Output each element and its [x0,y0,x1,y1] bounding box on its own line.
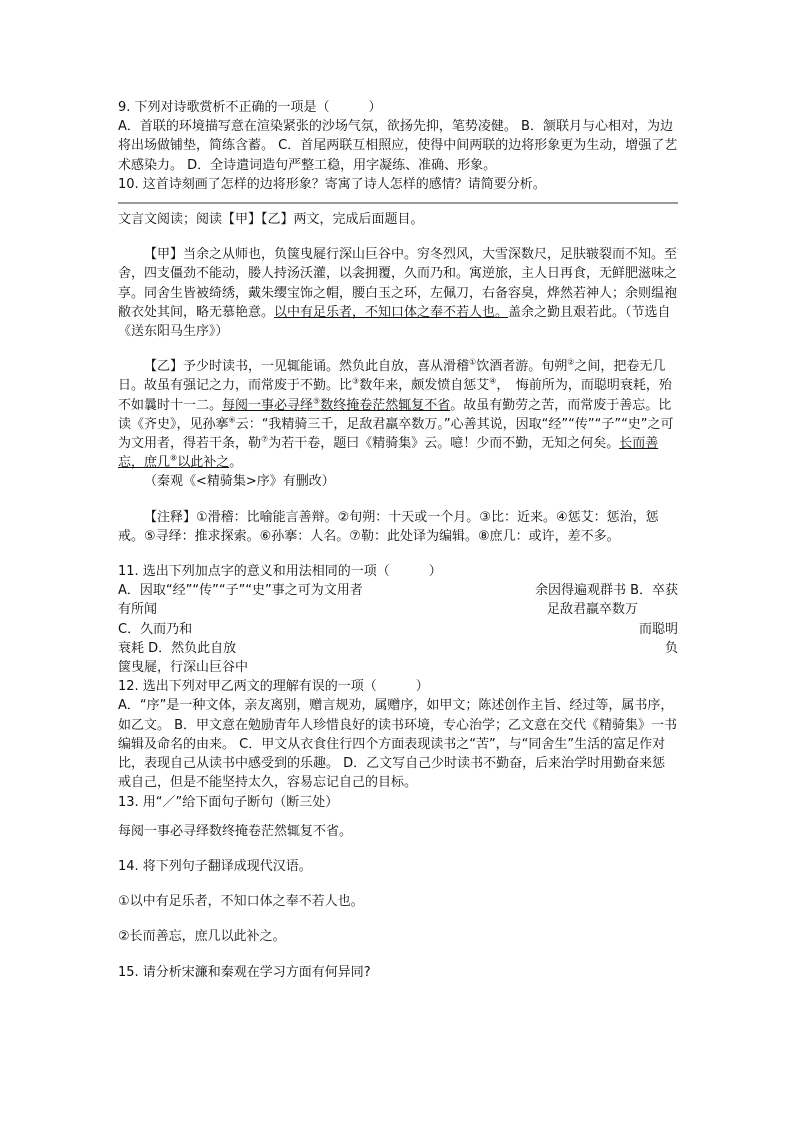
question-11-row-b [118,600,678,619]
passage-jia-underlined: 以中有足乐者，不知口体之奉不若人也。 [274,304,509,320]
classical-intro: 文言文阅读；阅读【甲】【乙】两文，完成后面题目。 [118,212,424,228]
passage-yi-text: ， 悔前所为，而聪明衰耗，殆不如曩时十一二。 [118,378,672,413]
footnote-ref: ③ [352,377,360,387]
question-13-sentence: 每阅一事必寻绎数终掩卷茫然辄复不省。 [118,823,353,839]
question-13-stem: 13. 用“／”给下面句子断句（断三处） [118,794,339,810]
passage-jia [118,245,678,341]
footnote-ref: ② [567,357,575,367]
question-12-stem: 12. 选出下列对甲乙两文的理解有误的一项（ ） [118,679,429,695]
passage-yi-text: 【乙】予少时读书，一见辄能诵。然负此自放，喜从滑稽 [144,359,470,375]
question-14-sentence-1: ①以中有足乐者，不知口体之奉不若人也。 [118,894,364,910]
passage-notes: 【注释】①滑稽：比喻能言善辩。②旬朔：十天或一个月。③比：近来。④惩艾：惩治，惩戒。⑤寻绎：推求探索。⑥孙搴：人名。⑦勒：此处译为编辑。⑧庶几：或许，差不多。 [118,509,659,544]
passage-yi [118,357,678,472]
question-11-option-a: A．因取“经”“传”“子”“史”事之可为文用者 [118,583,363,599]
passage-yi-underlined-1 [222,398,450,413]
passage-jia-source: 盖余之勤且艰若此。（节选自《送东阳马生序》） [118,304,671,340]
passage-yi-text: 数终掩卷茫然辄复不省 [320,397,451,413]
question-11-row-c [118,620,678,639]
passage-yi-source: （秦观《<精骑集>序》有删改） [144,474,335,490]
question-11-row-d-cont: 箧曳屣，行深山巨谷中 [118,660,249,676]
question-10: 10. 这首诗刻画了怎样的边将形象？寄寓了诗人怎样的感情？请简要分析。 [118,176,546,192]
passage-yi-text: 饮酒者游。旬朔 [476,359,568,375]
question-11-option-b-compare: 足敌君羸卒数万 [546,602,638,618]
exam-page [118,98,678,982]
passage-jia-text: 【甲】当余之从师也，负箧曳屣行深山巨谷中。穷冬烈风，大雪深数尺，足肤皲裂而不知。至舍，四支僵劲不能动，媵人持汤沃灌，以衾拥覆，久而乃和。寓逆旅，主人日再食，无鲜肥滋味之享。同舍生皆被绮绣，戴朱缨宝饰之帽，腰白玉之环，左佩刀，右备容臭，烨然若神人；余则缊袍敝衣处其间，略无慕艳意。 [118,247,678,320]
question-11-option-a-compare: 余因得遍观群书 B．卒获 [534,583,678,599]
question-9-options: A．首联的环境描写意在渲染紧张的沙场气氛，欲扬先抑，笔势凌健。 B．颔联月与心相对，为边将出场做铺垫，简练含蓄。 C．首尾两联互相照应，使得中间两联的边将形象更为生动，增强了艺术感染力。 D．全诗遣词造句严整工稳，用字凝练、准确、形象。 [118,119,678,173]
footnote-ref: ⑧ [170,453,178,463]
question-11-option-d-compare: 负 [664,640,678,656]
section-divider [118,202,678,204]
question-11-row-d [118,639,678,658]
passage-yi-text: 每阅一事必寻绎 [222,397,314,413]
question-12-options: A．“序”是一种文体，亲友离别，赠言规劝，属赠序，如甲文；陈述创作主旨、经过等，属书序，如乙文。 B．甲文意在勉励青年人珍惜良好的读书环境，专心治学；乙文意在交代《精骑集》一书编辑及命名的由来。 C．甲文从衣食住行四个方面表现读书之“苦”，与“同舍生”生活的富足作对比，表现自己从读书中感受到的乐趣。 D．乙文写自己少时读书不勤奋，后来治学时用勤奋来惩戒自己，但是不能坚持太久，容易忘记自己的目标。 [118,698,678,791]
passage-yi-text: 云：“我精骑三千，足敌君羸卒数万。”心善其说，因取“经”“传”“子”“史”之可为文用者，得若干条，勒 [118,416,674,452]
question-11-option-b: 有所闻 [118,602,158,618]
question-14-sentence-2: ②长而善忘，庶几以此补之。 [118,929,286,945]
footnote-ref: ⑥ [228,415,236,425]
question-11-option-c: C．久而乃和 [118,621,193,637]
passage-yi-text: 之间，把卷无几日。故虽有强记之力，而常废于不勤。比 [118,359,666,394]
passage-yi-text: 。故虽有勤劳之苦，而常废于善忘。比读《齐史》，见孙搴 [118,397,672,432]
question-11-row-a [118,581,678,600]
passage-yi-text: 以此补之 [177,455,230,471]
question-15: 15. 请分析宋濂和秦观在学习方面有何异同? [118,964,371,980]
question-11-option-c-compare: 而聪明 [638,621,678,637]
passage-yi-text: 。 [229,455,243,471]
question-14-stem: 14. 将下列句子翻译成现代汉语。 [118,858,312,874]
question-9-stem: 9. 下列对诗歌赏析不正确的一项是（ ） [118,100,382,115]
footnote-ref: ⑤ [313,396,321,406]
passage-yi-text: 长而善忘，庶几 [118,436,659,471]
question-11-option-d: 衰耗 D．然负此自放 [118,640,237,656]
question-11-stem: 11. 选出下列加点字的意义和用法相同的一项（ ） [118,564,442,580]
footnote-ref: ① [469,357,477,367]
passage-yi-text: 为若干卷，题曰《精骑集》云。噫！少而不勤，无知之何矣。 [268,436,620,452]
footnote-ref: ④ [489,377,497,387]
passage-yi-text: 数年来，颇发愤自惩艾 [359,378,490,394]
footnote-ref: ⑦ [261,434,269,444]
